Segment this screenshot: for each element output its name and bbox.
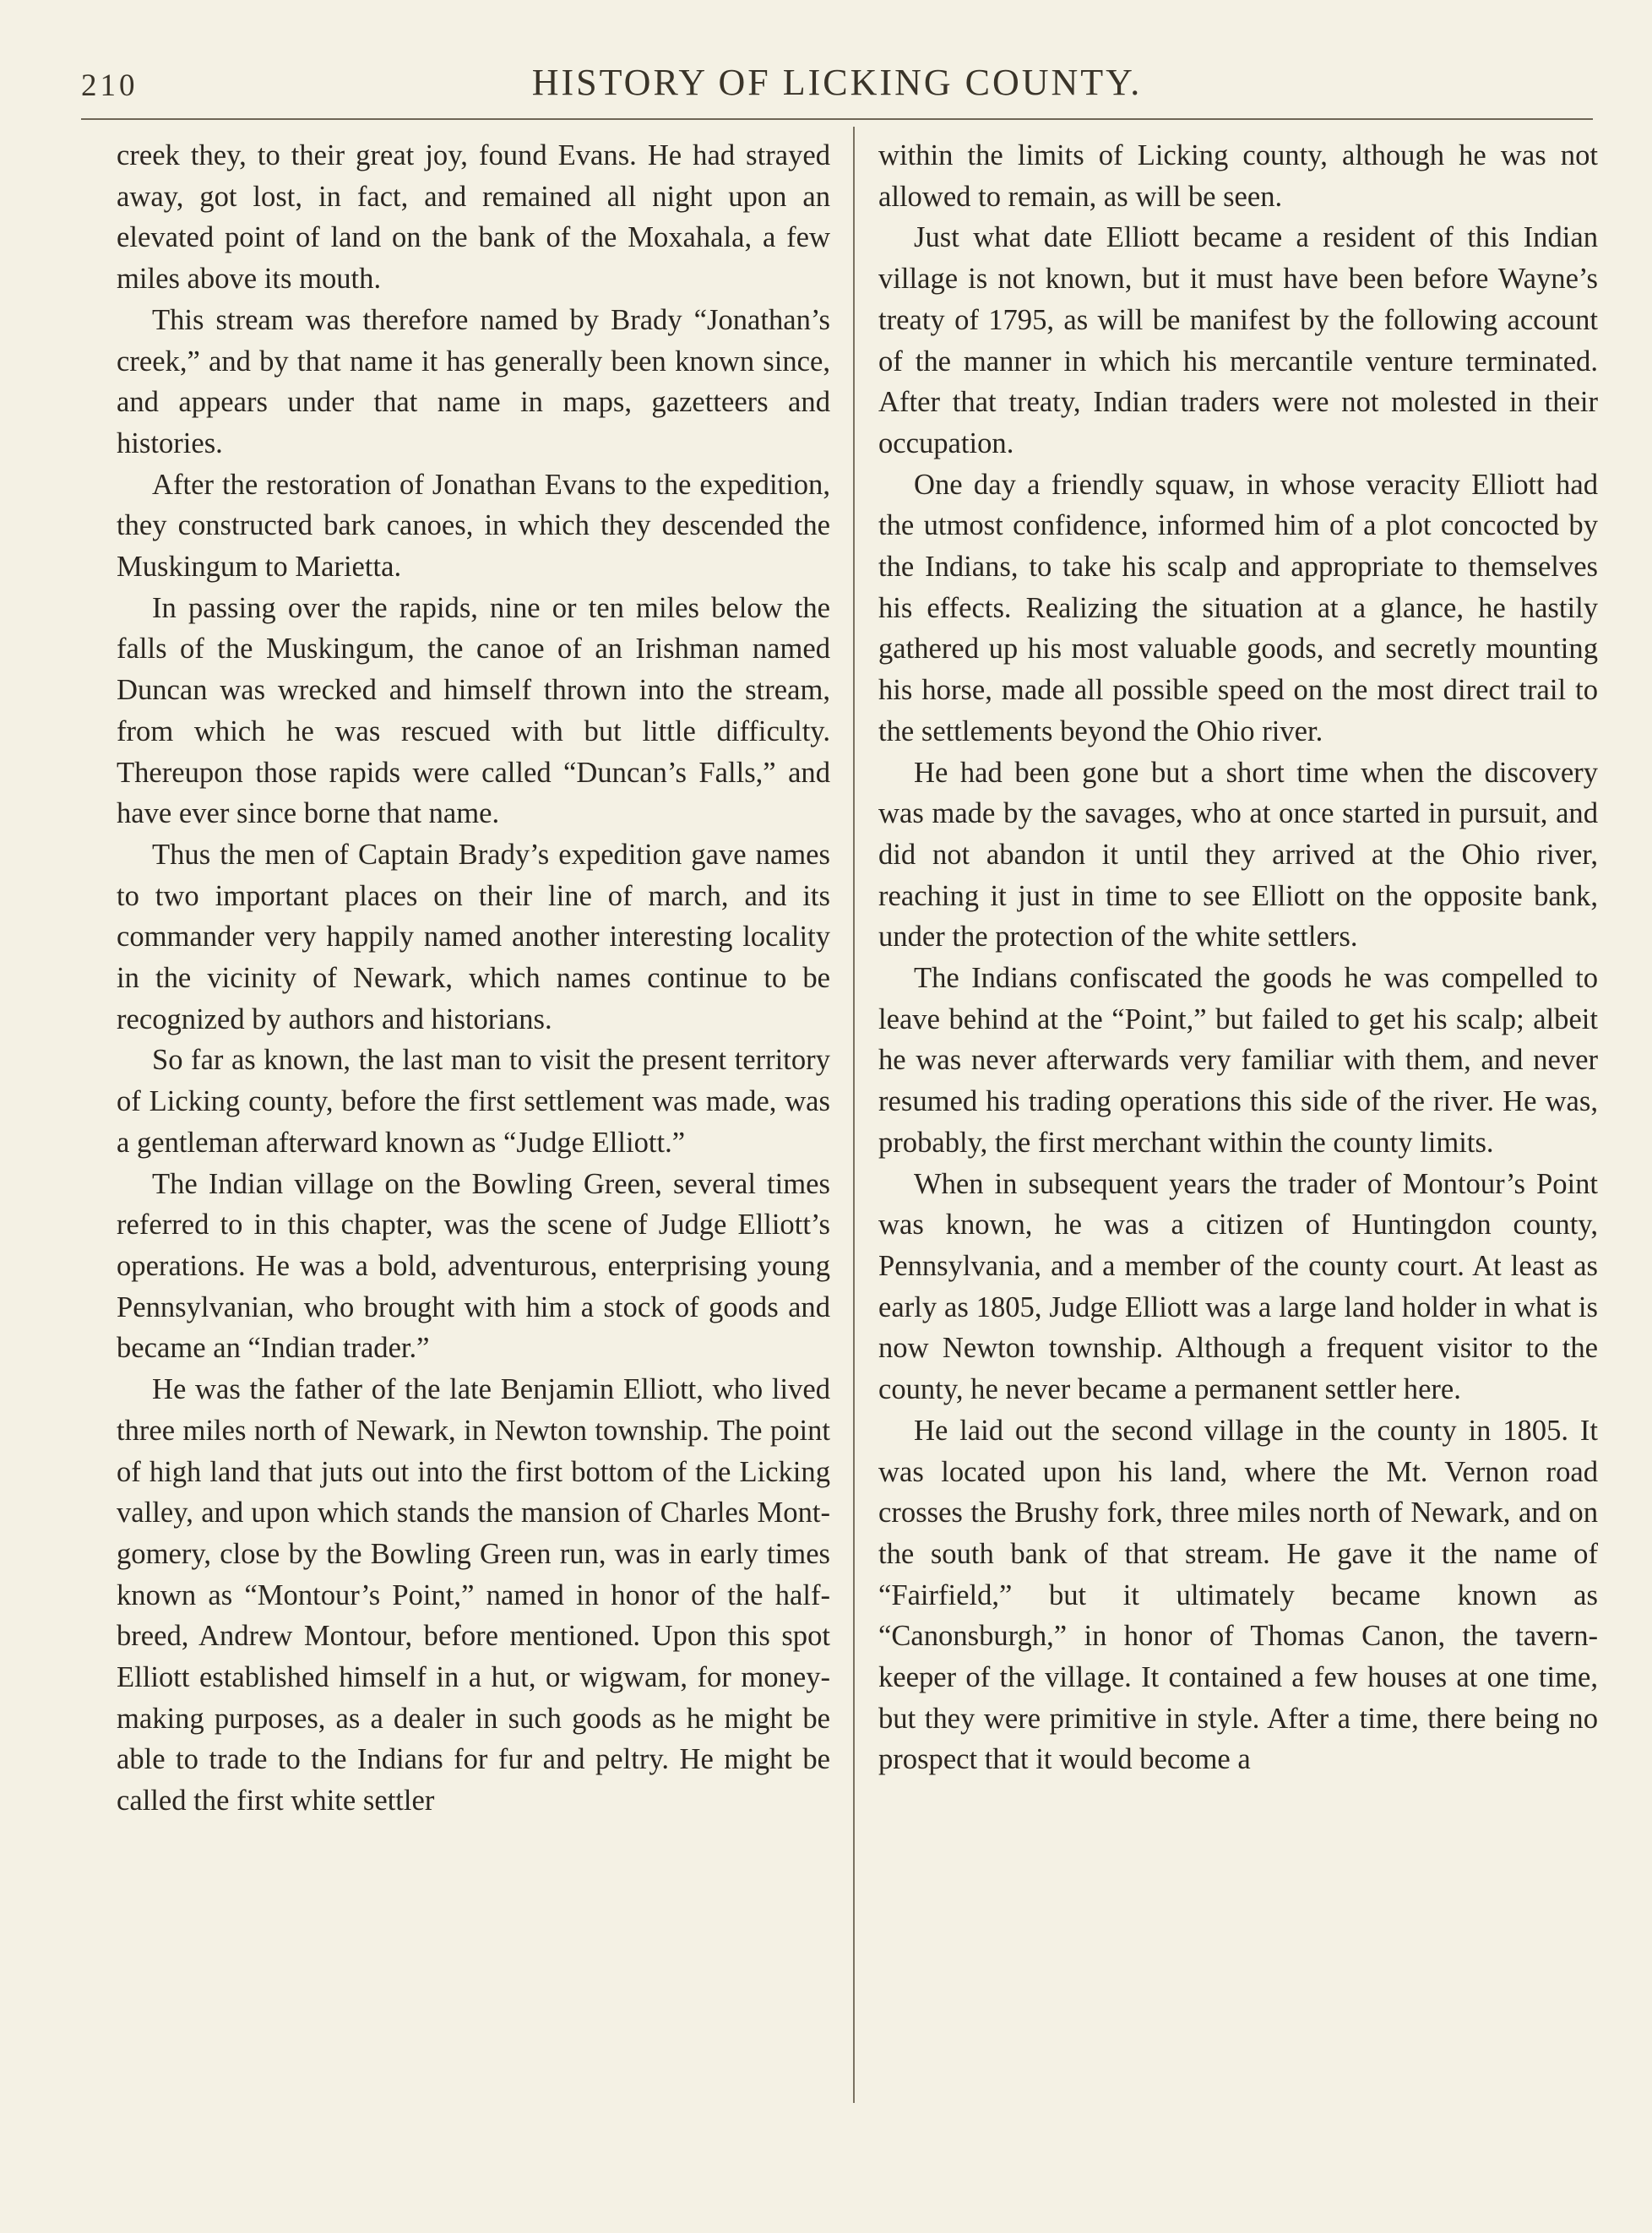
paragraph: He had been gone but a short time when the discovery was made by the savages, who at once started in pursuit, and did not abandon it until they arrived at the Ohio river, reaching it just in time to see Elliott on the opposite bank, under the protection of the white settlers. <box>878 756 1598 954</box>
paragraph: So far as known, the last man to visit the present territory of Licking county, before the first settlement was made, was a gentleman afterward known as “Judge Elliott.” <box>117 1044 830 1159</box>
paragraph: Thus the men of Captain Brady’s expedition gave names to two important places on their line of march, and its commander very happily named another interesting locality in the vicinity of Newark, which names continue to be recognized by authors and historians. <box>117 838 830 1035</box>
paragraph: When in subsequent years the trader of Montour’s Point was known, he was a citizen of Huntingdon county, Pennsylvania, and a member of the county court. At least as early as 1805, Judge Elliott was a large land holder in what is now Newton township. Although a frequent visitor to the county, he never became a permanent settler here. <box>878 1167 1598 1406</box>
paragraph: In passing over the rapids, nine or ten miles below the falls of the Muskingum, the canoe of an Irishman named Duncan was wrecked and himself thrown into the stream, from which he was rescued with but little difficulty. Thereupon those rapids were called “Duncan’s Falls,” and have ever since borne that name. <box>117 591 830 830</box>
paragraph: He was the father of the late Benjamin Elliott, who lived three miles north of Newark, in Newton township. The point of high land that juts out into the first bottom of the Licking valley, and upon which stands the mansion of Charles Montgomery, close by the Bowling Green run, was in early times known as “Montour’s Point,” named in honor of the half-breed, Andrew Montour, before mentioned. Upon this spot Elliott established himself in a hut, or wigwam, for money-making purposes, as a dealer in such goods as he might be able to trade to the Indians for fur and peltry. He might be called the first white settler <box>117 1373 830 1817</box>
header-rule <box>81 118 1593 120</box>
left-column <box>117 135 830 1822</box>
page-number: 210 <box>81 68 139 103</box>
paragraph: Just what date Elliott became a resident of this Indian village is not known, but it must have been before Wayne’s treaty of 1795, as will be manifest by the following account of the manner in which his mercantile venture terminated. After that treaty, Indian traders were not molested in their occupation. <box>878 221 1598 459</box>
paragraph: The Indian village on the Bowling Green, several times referred to in this chapter, was the scene of Judge Elliott’s operations. He was a bold, adventurous, enterprising young Pennsylvanian, who brought with him a stock of goods and became an “Indian trader.” <box>117 1167 830 1365</box>
paragraph: creek they, to their great joy, found Evans. He had strayed away, got lost, in fact, and remained all night upon an elevated point of land on the bank of the Moxahala, a few miles above its mouth. <box>117 139 830 296</box>
running-title: HISTORY OF LICKING COUNTY. <box>531 62 1143 103</box>
paragraph: After the restoration of Jonathan Evans to the expedition, they constructed bark canoes, in which they descended the Muskingum to Marietta. <box>117 468 830 584</box>
paragraph: within the limits of Licking county, although he was not allowed to remain, as will be seen. <box>878 139 1598 213</box>
paragraph: This stream was therefore named by Brady “Jonathan’s creek,” and by that name it has generally been known since, and appears under that name in maps, gazetteers and histories. <box>117 303 830 459</box>
right-column <box>878 135 1598 1780</box>
paragraph: He laid out the second village in the county in 1805. It was located upon his land, where the Mt. Vernon road crosses the Brushy fork, three miles north of Newark, and on the south bank of that stream. He gave it the name of “Fairfield,” but it ultimately became known as “Canonsburgh,” in honor of Thomas Canon, the tavern-keeper of the village. It contained a few houses at one time, but they were primitive in style. After a time, there being no prospect that it would become a <box>878 1414 1598 1776</box>
column-divider <box>853 127 855 2103</box>
page-header <box>81 61 1593 111</box>
paragraph: One day a friendly squaw, in whose veracity Elliott had the utmost confidence, informed him of a plot concocted by the Indians, to take his scalp and appropriate to themselves his effects. Realizing the situation at a glance, he hastily gathered up his most valuable goods, and secretly mounting his horse, made all possible speed on the most direct trail to the settlements beyond the Ohio river. <box>878 468 1598 747</box>
paragraph: The Indians confiscated the goods he was compelled to leave behind at the “Point,” but failed to get his scalp; albeit he was never afterwards very familiar with them, and never resumed his trading operations this side of the river. He was, probably, the first merchant within the county limits. <box>878 962 1598 1159</box>
